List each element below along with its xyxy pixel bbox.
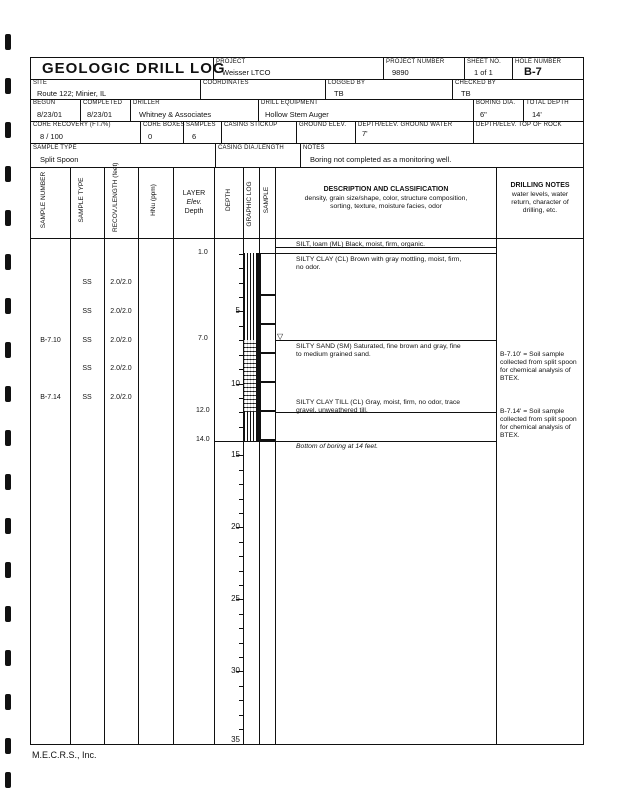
driller-label: DRILLER bbox=[133, 100, 160, 106]
depth-label-30: 30 bbox=[231, 666, 240, 675]
layer-depth-2: 7.0 bbox=[198, 335, 208, 342]
samples-label: SAMPLES bbox=[186, 122, 216, 128]
col-layer-depth: Depth bbox=[184, 208, 204, 215]
begun-label: BEGUN bbox=[33, 100, 56, 106]
total-depth-label: TOTAL DEPTH bbox=[526, 100, 569, 106]
description-4: SILTY CLAY TILL (CL) Gray, moist, firm, no odor, trace gravel, unweathered till. bbox=[296, 399, 461, 414]
coordinates-label: COORDINATES bbox=[203, 80, 249, 86]
col-drilling-notes-title: DRILLING NOTES bbox=[510, 182, 570, 189]
completed-value: 8/23/01 bbox=[87, 110, 113, 119]
binder-hole bbox=[5, 122, 11, 138]
depth-elev-rock-label: DEPTH/ELEV. TOP OF ROCK bbox=[476, 122, 562, 128]
binder-hole bbox=[5, 518, 11, 534]
col-graphic-log: GRAPHIC LOG bbox=[246, 181, 253, 227]
depth-label-35: 35 bbox=[231, 735, 240, 744]
driller-value: Whitney & Associates bbox=[139, 110, 212, 119]
binder-hole bbox=[5, 298, 11, 314]
hole-number-label: HOLE NUMBER bbox=[515, 59, 562, 65]
binder-hole bbox=[5, 34, 11, 50]
depth-elev-gw-value: 7' bbox=[362, 129, 368, 138]
sample-type-2: SS bbox=[82, 308, 92, 315]
drilling-note-1: B-7.10' = Soil sample collected from split spoon for chemical analysis of BTEX. bbox=[500, 351, 577, 382]
logged-by-label: LOGGED BY bbox=[328, 80, 366, 86]
sample-recov-1: 2.0/2.0 bbox=[110, 279, 132, 286]
notes-label: NOTES bbox=[303, 145, 325, 151]
binder-hole bbox=[5, 386, 11, 402]
sample-type-label: SAMPLE TYPE bbox=[33, 145, 77, 151]
binder-hole bbox=[5, 254, 11, 270]
notes-value: Boring not completed as a monitoring well. bbox=[310, 155, 452, 164]
col-hnu: HNu (ppm) bbox=[150, 184, 157, 216]
col-layer-elev: Elev. bbox=[186, 199, 202, 206]
binder-hole bbox=[5, 474, 11, 490]
depth-label-25: 25 bbox=[231, 594, 240, 603]
col-sample-number: SAMPLE NUMBER bbox=[40, 171, 47, 229]
col-depth: DEPTH bbox=[225, 188, 232, 212]
sample-recov-2: 2.0/2.0 bbox=[110, 308, 132, 315]
log-title: GEOLOGIC DRILL LOG bbox=[42, 60, 226, 77]
col-description-title: DESCRIPTION AND CLASSIFICATION bbox=[323, 186, 449, 193]
checked-by-label: CHECKED BY bbox=[455, 80, 497, 86]
binder-hole bbox=[5, 694, 11, 710]
description-3: SILTY SAND (SM) Saturated, fine brown and gray, fine to medium grained sand. bbox=[296, 343, 461, 358]
sample-type-value: Split Spoon bbox=[40, 155, 79, 164]
drill-equipment-value: Hollow Stem Auger bbox=[265, 110, 329, 119]
casing-dia-label: CASING DIA./LENGTH bbox=[218, 145, 284, 151]
sample-recov-3: 2.0/2.0 bbox=[110, 337, 132, 344]
drilling-note-2: B-7.14' = Soil sample collected from split spoon for chemical analysis of BTEX. bbox=[500, 408, 577, 439]
depth-label-5: 5 bbox=[235, 306, 240, 315]
binder-hole bbox=[5, 606, 11, 622]
footer-company: M.E.C.R.S., Inc. bbox=[32, 750, 97, 760]
description-bottom: Bottom of boring at 14 feet. bbox=[296, 443, 378, 450]
ground-elev-label: GROUND ELEV. bbox=[299, 122, 347, 128]
col-recov-length: RECOV./LENGTH (feet) bbox=[112, 162, 119, 232]
depth-label-15: 15 bbox=[231, 450, 240, 459]
col-layer: LAYER bbox=[182, 190, 206, 197]
checked-by-value: TB bbox=[461, 89, 471, 98]
depth-label-20: 20 bbox=[231, 522, 240, 531]
binder-hole bbox=[5, 562, 11, 578]
sample-recov-4: 2.0/2.0 bbox=[110, 365, 132, 372]
binder-hole bbox=[5, 650, 11, 666]
project-number-label: PROJECT NUMBER bbox=[386, 59, 445, 65]
core-recovery-value: 8 / 100 bbox=[40, 132, 63, 141]
depth-elev-gw-label: DEPTH/ELEV. GROUND WATER bbox=[358, 122, 453, 128]
completed-label: COMPLETED bbox=[83, 100, 123, 106]
col-drilling-notes-sub: water levels, water return, character of drilling, etc. bbox=[511, 191, 569, 214]
layer-depth-4: 14.0 bbox=[196, 436, 210, 443]
core-boxes-label: CORE BOXES bbox=[143, 122, 185, 128]
col-sample: SAMPLE bbox=[263, 186, 270, 214]
sample-type-5: SS bbox=[82, 394, 92, 401]
core-boxes-value: 0 bbox=[148, 132, 153, 141]
sample-number-3: B-7.10 bbox=[40, 337, 61, 344]
sheet-no-label: SHEET NO. bbox=[467, 59, 502, 65]
site-label: SITE bbox=[33, 80, 48, 86]
binder-hole bbox=[5, 342, 11, 358]
project-label: PROJECT bbox=[216, 59, 246, 65]
sample-intervals bbox=[261, 268, 275, 441]
binder-hole bbox=[5, 772, 11, 788]
core-recovery-label: CORE RECOVERY (FT./%) bbox=[33, 122, 111, 128]
sample-recov-5: 2.0/2.0 bbox=[110, 394, 132, 401]
layer-depth-3: 12.0 bbox=[196, 407, 210, 414]
binder-hole bbox=[5, 166, 11, 182]
description-1: SILT, loam (ML) Black, moist, firm, organic. bbox=[296, 241, 426, 248]
logged-by-value: TB bbox=[334, 89, 344, 98]
boring-dia-label: BORING DIA. bbox=[476, 100, 516, 106]
binder-hole bbox=[5, 430, 11, 446]
depth-label-10: 10 bbox=[231, 379, 240, 388]
sample-type-1: SS bbox=[82, 279, 92, 286]
total-depth-value: 14' bbox=[532, 110, 542, 119]
drill-equipment-label: DRILL EQUIPMENT bbox=[261, 100, 319, 106]
binder-hole bbox=[5, 210, 11, 226]
layer-depth-1: 1.0 bbox=[198, 249, 208, 256]
col-sample-type: SAMPLE TYPE bbox=[78, 177, 85, 223]
sample-type-4: SS bbox=[82, 365, 92, 372]
samples-value: 6 bbox=[192, 132, 197, 141]
site-value: Route 122; Minier, IL bbox=[37, 89, 107, 98]
water-level-icon: ▽ bbox=[277, 332, 284, 341]
col-description-sub: density, grain size/shape, color, structure composition, sorting, texture, moisture facies, odor bbox=[304, 195, 468, 210]
binder-hole bbox=[5, 738, 11, 754]
casing-stickup-label: CASING STICKUP bbox=[224, 122, 278, 128]
project-value: Weisser LTCO bbox=[222, 68, 271, 77]
sheet-no-value: 1 of 1 bbox=[474, 68, 493, 77]
binder-hole bbox=[5, 78, 11, 94]
sample-number-5: B-7.14 bbox=[40, 394, 61, 401]
project-number-value: 9890 bbox=[392, 68, 409, 77]
hole-number-value: B-7 bbox=[524, 66, 542, 78]
description-2: SILTY CLAY (CL) Brown with gray mottling, moist, firm, no odor. bbox=[296, 256, 462, 271]
sample-type-3: SS bbox=[82, 337, 92, 344]
begun-value: 8/23/01 bbox=[37, 110, 63, 119]
boring-dia-value: 6" bbox=[480, 110, 487, 119]
